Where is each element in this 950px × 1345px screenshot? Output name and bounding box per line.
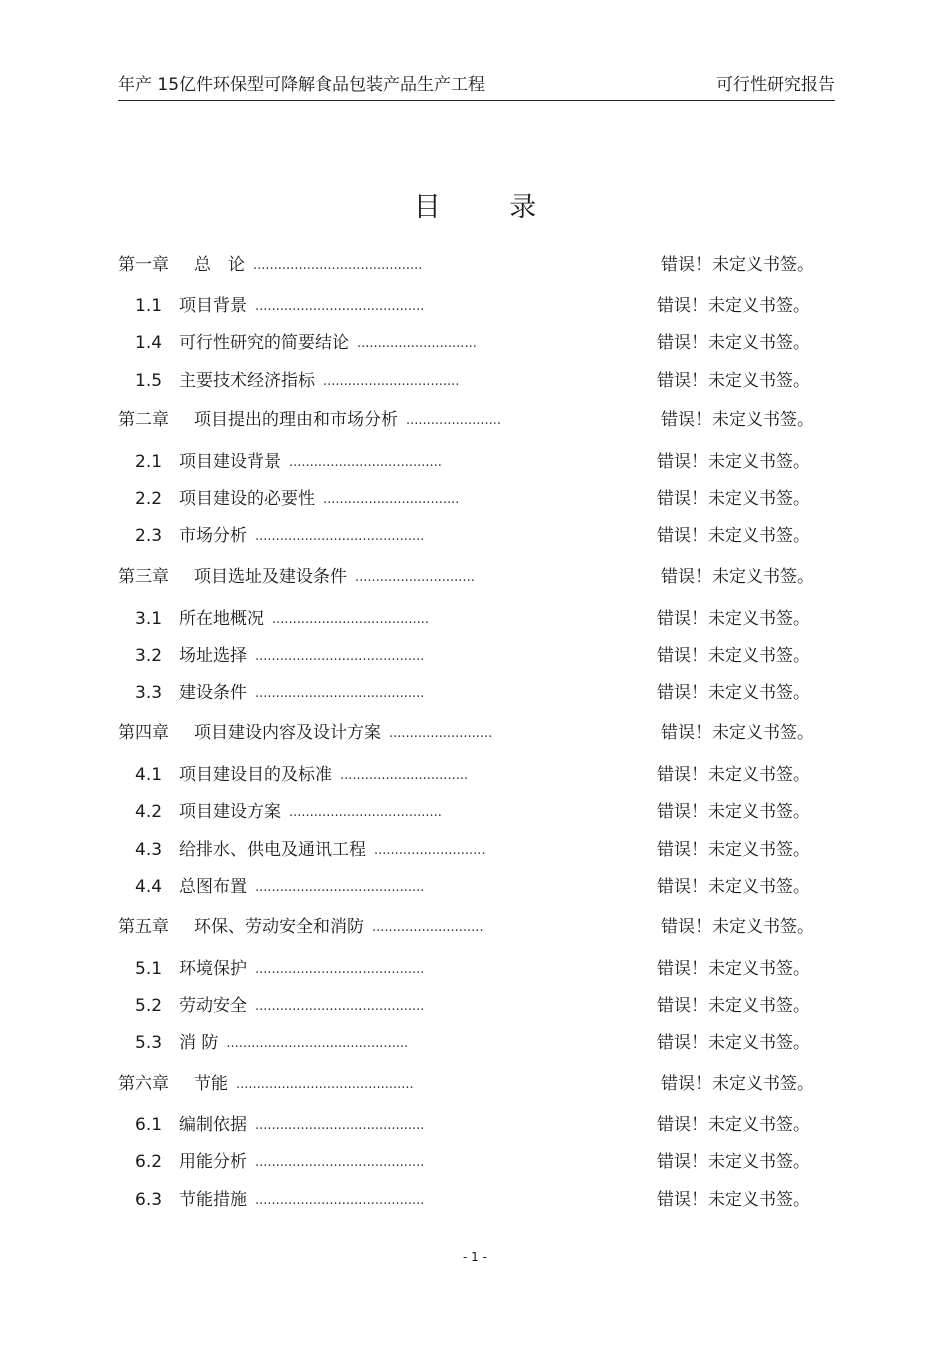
toc-section-entry[interactable] bbox=[135, 763, 818, 787]
toc-leader-dots: ......................................... bbox=[255, 880, 425, 895]
toc-leader-dots: ......................................... bbox=[255, 529, 425, 544]
toc-leader-dots: ............................. bbox=[355, 570, 475, 585]
toc-leader-dots: ........................................... bbox=[236, 1077, 414, 1092]
toc-section-entry[interactable] bbox=[135, 607, 818, 631]
toc-entry-page-ref: 错误！未定义书签。 bbox=[657, 877, 810, 897]
toc-entry-page-ref: 错误！未定义书签。 bbox=[657, 765, 810, 785]
toc-entry-page-ref: 错误！未定义书签。 bbox=[661, 410, 814, 430]
toc-entry-label: 环境保护 bbox=[179, 959, 247, 979]
toc-entry-page-ref: 错误！未定义书签。 bbox=[661, 1074, 814, 1094]
toc-entry-label: 项目选址及建设条件 bbox=[194, 567, 347, 587]
toc-entry-page-ref: 错误！未定义书签。 bbox=[657, 489, 810, 509]
toc-entry-page-ref: 错误！未定义书签。 bbox=[657, 802, 810, 822]
toc-entry-label: 可行性研究的简要结论 bbox=[179, 333, 349, 353]
toc-entry-label: 主要技术经济指标 bbox=[179, 371, 315, 391]
toc-leader-dots: ........................... bbox=[372, 920, 484, 935]
toc-entry-label: 给排水、供电及通讯工程 bbox=[179, 840, 366, 860]
toc-title: 目 录 bbox=[413, 192, 567, 223]
toc-entry-number: 2.2 bbox=[135, 489, 163, 509]
header-report-type: 可行性研究报告 bbox=[716, 75, 835, 95]
toc-leader-dots: ............................. bbox=[357, 336, 477, 351]
toc-entry-label: 消 防 bbox=[179, 1033, 219, 1053]
toc-section-entry[interactable] bbox=[135, 957, 818, 981]
toc-entry-number: 第五章 bbox=[118, 917, 169, 937]
page-header bbox=[118, 68, 835, 101]
toc-section-entry[interactable] bbox=[135, 331, 818, 355]
toc-entry-number: 5.1 bbox=[135, 959, 163, 979]
toc-entry-number: 2.1 bbox=[135, 452, 163, 472]
toc-section-entry[interactable] bbox=[135, 1188, 818, 1212]
toc-leader-dots: ......................................... bbox=[255, 299, 425, 314]
toc-entry-page-ref: 错误！未定义书签。 bbox=[661, 255, 814, 275]
header-project-title: 年产 15亿件环保型可降解食品包装产品生产工程 bbox=[118, 75, 486, 95]
toc-chapter-entry[interactable] bbox=[118, 721, 818, 745]
toc-entry-label: 项目建设背景 bbox=[179, 452, 281, 472]
toc-entry-number: 4.1 bbox=[135, 765, 163, 785]
toc-section-entry[interactable] bbox=[135, 294, 818, 318]
toc-leader-dots: ....................... bbox=[406, 413, 502, 428]
toc-entry-label: 用能分析 bbox=[179, 1152, 247, 1172]
toc-leader-dots: ......................................... bbox=[253, 258, 423, 273]
toc-chapter-entry[interactable] bbox=[118, 915, 818, 939]
toc-leader-dots: ........................... bbox=[374, 843, 486, 858]
toc-entry-page-ref: 错误！未定义书签。 bbox=[657, 646, 810, 666]
toc-entry-number: 第一章 bbox=[118, 255, 169, 275]
toc-entry-number: 1.4 bbox=[135, 333, 163, 353]
toc-section-entry[interactable] bbox=[135, 644, 818, 668]
toc-leader-dots: ......................................... bbox=[255, 999, 425, 1014]
toc-entry-page-ref: 错误！未定义书签。 bbox=[657, 526, 810, 546]
toc-entry-page-ref: 错误！未定义书签。 bbox=[657, 1115, 810, 1135]
toc-entry-number: 6.1 bbox=[135, 1115, 163, 1135]
toc-entry-number: 6.2 bbox=[135, 1152, 163, 1172]
toc-entry-number: 4.2 bbox=[135, 802, 163, 822]
toc-entry-page-ref: 错误！未定义书签。 bbox=[657, 609, 810, 629]
toc-entry-label: 总图布置 bbox=[179, 877, 247, 897]
toc-entry-number: 5.2 bbox=[135, 996, 163, 1016]
toc-entry-number: 第四章 bbox=[118, 723, 169, 743]
toc-entry-page-ref: 错误！未定义书签。 bbox=[657, 959, 810, 979]
toc-entry-number: 3.2 bbox=[135, 646, 163, 666]
toc-entry-number: 4.3 bbox=[135, 840, 163, 860]
toc-entry-number: 1.1 bbox=[135, 296, 163, 316]
toc-entry-label: 建设条件 bbox=[179, 683, 247, 703]
toc-entry-label: 项目建设目的及标准 bbox=[179, 765, 332, 785]
toc-leader-dots: ......................................... bbox=[255, 649, 425, 664]
toc-entry-page-ref: 错误！未定义书签。 bbox=[657, 1033, 810, 1053]
toc-chapter-entry[interactable] bbox=[118, 253, 818, 277]
toc-section-entry[interactable] bbox=[135, 450, 818, 474]
toc-entry-label: 市场分析 bbox=[179, 526, 247, 546]
toc-section-entry[interactable] bbox=[135, 1113, 818, 1137]
toc-section-entry[interactable] bbox=[135, 875, 818, 899]
toc-entry-number: 3.1 bbox=[135, 609, 163, 629]
toc-entry-page-ref: 错误！未定义书签。 bbox=[657, 1190, 810, 1210]
toc-section-entry[interactable] bbox=[135, 681, 818, 705]
toc-leader-dots: ......................................... bbox=[255, 1118, 425, 1133]
toc-chapter-entry[interactable] bbox=[118, 565, 818, 589]
toc-entry-page-ref: 错误！未定义书签。 bbox=[661, 567, 814, 587]
toc-entry-label: 环保、劳动安全和消防 bbox=[194, 917, 364, 937]
toc-entry-label: 总 论 bbox=[194, 255, 245, 275]
toc-entry-label: 节能措施 bbox=[179, 1190, 247, 1210]
toc-leader-dots: ..................................... bbox=[289, 455, 442, 470]
toc-entry-label: 所在地概况 bbox=[179, 609, 264, 629]
toc-entry-label: 项目建设的必要性 bbox=[179, 489, 315, 509]
toc-entry-label: 项目建设内容及设计方案 bbox=[194, 723, 381, 743]
toc-entry-page-ref: 错误！未定义书签。 bbox=[657, 371, 810, 391]
toc-entry-number: 第六章 bbox=[118, 1074, 169, 1094]
toc-section-entry[interactable] bbox=[135, 800, 818, 824]
toc-leader-dots: ......................................... bbox=[255, 686, 425, 701]
toc-entry-page-ref: 错误！未定义书签。 bbox=[657, 333, 810, 353]
toc-leader-dots: ......................................... bbox=[255, 962, 425, 977]
toc-entry-page-ref: 错误！未定义书签。 bbox=[657, 683, 810, 703]
toc-chapter-entry[interactable] bbox=[118, 408, 818, 432]
toc-leader-dots: ...................................... bbox=[272, 612, 430, 627]
toc-entry-number: 第二章 bbox=[118, 410, 169, 430]
toc-entry-label: 节能 bbox=[194, 1074, 228, 1094]
toc-leader-dots: ......................................... bbox=[255, 1155, 425, 1170]
toc-entry-page-ref: 错误！未定义书签。 bbox=[657, 840, 810, 860]
toc-section-entry[interactable] bbox=[135, 1031, 818, 1055]
toc-entry-label: 项目提出的理由和市场分析 bbox=[194, 410, 398, 430]
toc-section-entry[interactable] bbox=[135, 994, 818, 1018]
toc-leader-dots: ................................. bbox=[323, 374, 460, 389]
toc-section-entry[interactable] bbox=[135, 524, 818, 548]
toc-entry-label: 劳动安全 bbox=[179, 996, 247, 1016]
toc-entry-number: 第三章 bbox=[118, 567, 169, 587]
toc-entry-number: 5.3 bbox=[135, 1033, 163, 1053]
toc-leader-dots: ..................................... bbox=[289, 805, 442, 820]
page-number: - 1 - bbox=[463, 1250, 487, 1264]
toc-entry-number: 3.3 bbox=[135, 683, 163, 703]
toc-leader-dots: ............................................ bbox=[226, 1036, 409, 1051]
toc-entry-page-ref: 错误！未定义书签。 bbox=[657, 996, 810, 1016]
toc-leader-dots: ......................... bbox=[389, 726, 493, 741]
toc-chapter-entry[interactable] bbox=[118, 1072, 818, 1096]
toc-entry-number: 1.5 bbox=[135, 371, 163, 391]
toc-entry-label: 编制依据 bbox=[179, 1115, 247, 1135]
toc-section-entry[interactable] bbox=[135, 1150, 818, 1174]
toc-entry-label: 场址选择 bbox=[179, 646, 247, 666]
toc-entry-page-ref: 错误！未定义书签。 bbox=[657, 1152, 810, 1172]
toc-entry-number: 6.3 bbox=[135, 1190, 163, 1210]
toc-entry-label: 项目背景 bbox=[179, 296, 247, 316]
toc-entry-number: 2.3 bbox=[135, 526, 163, 546]
toc-entry-label: 项目建设方案 bbox=[179, 802, 281, 822]
toc-section-entry[interactable] bbox=[135, 369, 818, 393]
toc-entry-page-ref: 错误！未定义书签。 bbox=[661, 917, 814, 937]
toc-section-entry[interactable] bbox=[135, 487, 818, 511]
toc-entry-number: 4.4 bbox=[135, 877, 163, 897]
toc-section-entry[interactable] bbox=[135, 838, 818, 862]
toc-entry-page-ref: 错误！未定义书签。 bbox=[661, 723, 814, 743]
toc-leader-dots: ......................................... bbox=[255, 1193, 425, 1208]
toc-entry-page-ref: 错误！未定义书签。 bbox=[657, 296, 810, 316]
toc-leader-dots: ............................... bbox=[340, 768, 469, 783]
toc-leader-dots: ................................. bbox=[323, 492, 460, 507]
toc-entry-page-ref: 错误！未定义书签。 bbox=[657, 452, 810, 472]
